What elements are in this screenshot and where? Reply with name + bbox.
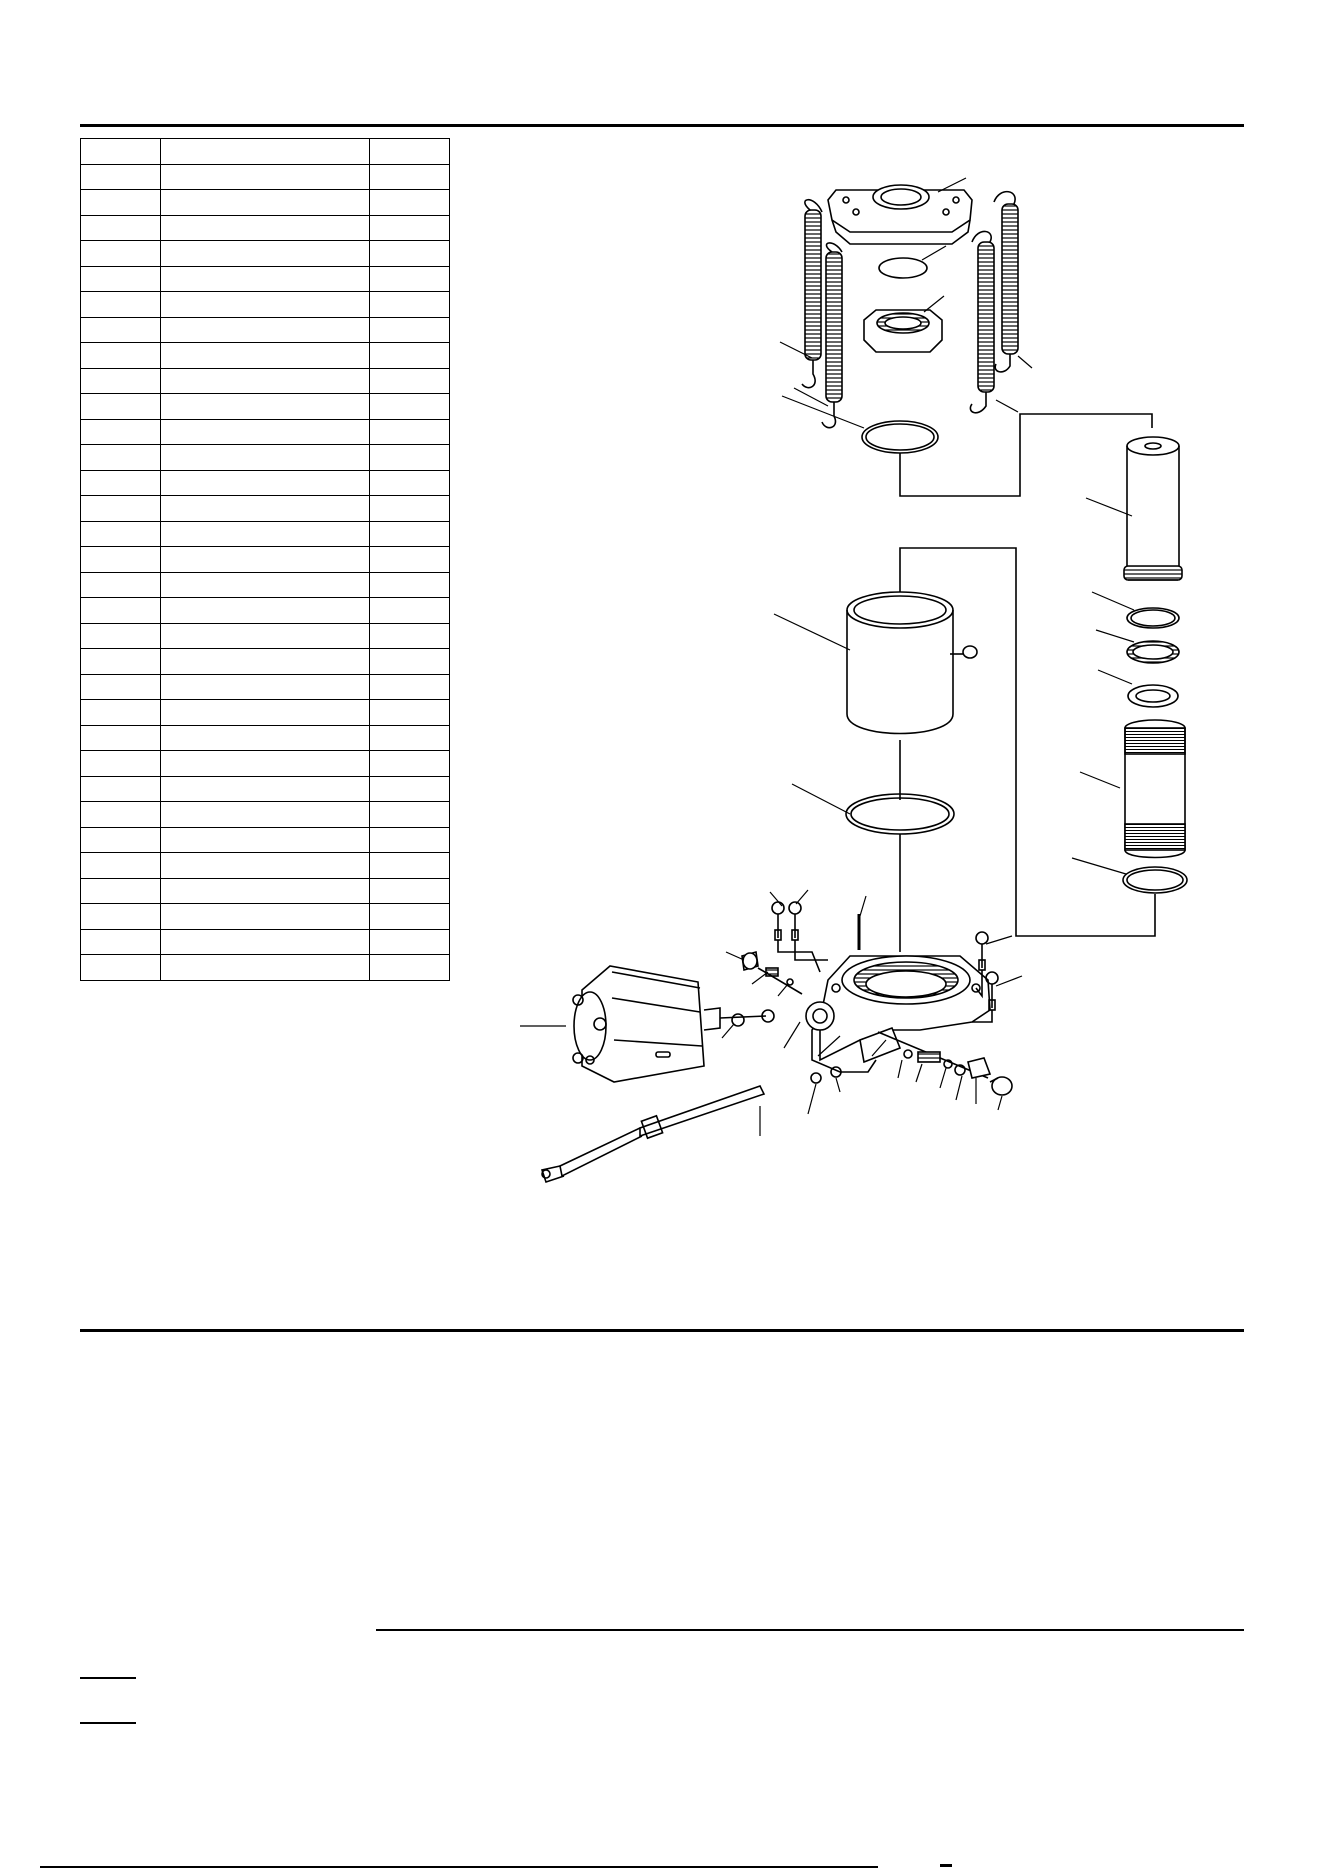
table-cell: [161, 266, 370, 292]
table-cell: [81, 139, 161, 165]
table-cell: [370, 419, 450, 445]
table-cell: [370, 445, 450, 471]
table-row: [81, 878, 450, 904]
table-row: [81, 827, 450, 853]
spring-icon: [802, 200, 822, 388]
table-cell: [370, 394, 450, 420]
table-cell: [81, 955, 161, 981]
table-cell: [161, 317, 370, 343]
table-cell: [81, 802, 161, 828]
table-cell: [81, 164, 161, 190]
table-cell: [370, 649, 450, 675]
footer-mark: [940, 1864, 952, 1867]
handle-icon: [542, 1086, 764, 1182]
o-ring-icon: [1127, 608, 1179, 628]
table-row: [81, 853, 450, 879]
cap-icon: [990, 1077, 1012, 1095]
spring-icon: [994, 192, 1018, 372]
table-cell: [370, 827, 450, 853]
spring-icon: [822, 243, 842, 428]
table-cell: [81, 343, 161, 369]
table-cell: [370, 853, 450, 879]
table-cell: [81, 649, 161, 675]
table-cell: [161, 623, 370, 649]
table-cell: [81, 853, 161, 879]
bolt-icon: [789, 902, 801, 940]
table-row: [81, 368, 450, 394]
table-cell: [161, 164, 370, 190]
valve-plug-icon: [968, 1058, 990, 1078]
spring-icon: [970, 231, 994, 412]
table-cell: [161, 215, 370, 241]
table-row: [81, 751, 450, 777]
table-row: [81, 241, 450, 267]
footer-rule: [40, 1866, 878, 1868]
table-cell: [370, 292, 450, 318]
table-cell: [370, 623, 450, 649]
table-cell: [370, 572, 450, 598]
o-ring-icon: [1123, 867, 1187, 893]
table-cell: [81, 394, 161, 420]
table-cell: [81, 292, 161, 318]
parts-table: [80, 138, 450, 981]
ball-icon: [904, 1050, 912, 1058]
o-ring-icon: [862, 421, 938, 453]
table-cell: [161, 725, 370, 751]
table-row: [81, 139, 450, 165]
table-cell: [370, 139, 450, 165]
table-row: [81, 904, 450, 930]
table-cell: [370, 802, 450, 828]
table-row: [81, 419, 450, 445]
table-row: [81, 215, 450, 241]
table-cell: [161, 674, 370, 700]
table-cell: [161, 572, 370, 598]
table-cell: [161, 853, 370, 879]
table-cell: [81, 266, 161, 292]
bleeder-screw-icon: [950, 646, 977, 658]
table-row: [81, 929, 450, 955]
top-plate-icon: [828, 185, 972, 244]
table-cell: [81, 674, 161, 700]
table-cell: [161, 470, 370, 496]
table-cell: [161, 547, 370, 573]
table-cell: [81, 241, 161, 267]
table-cell: [370, 496, 450, 522]
table-row: [81, 445, 450, 471]
table-cell: [161, 292, 370, 318]
table-cell: [81, 598, 161, 624]
note-underline-1: [80, 1677, 136, 1679]
table-row: [81, 700, 450, 726]
table-cell: [161, 496, 370, 522]
table-row: [81, 521, 450, 547]
exploded-parts-diagram: [520, 160, 1220, 1240]
table-cell: [161, 700, 370, 726]
table-cell: [370, 725, 450, 751]
table-cell: [161, 955, 370, 981]
table-cell: [161, 827, 370, 853]
table-cell: [161, 190, 370, 216]
notes-rule: [376, 1629, 1244, 1631]
table-row: [81, 164, 450, 190]
table-cell: [81, 827, 161, 853]
table-cell: [161, 751, 370, 777]
table-cell: [81, 751, 161, 777]
table-cell: [81, 470, 161, 496]
table-cell: [370, 241, 450, 267]
table-cell: [81, 700, 161, 726]
table-cell: [161, 649, 370, 675]
table-row: [81, 649, 450, 675]
ram-icon: [1124, 437, 1182, 580]
spring-icon: [918, 1052, 940, 1062]
table-cell: [81, 445, 161, 471]
table-cell: [370, 751, 450, 777]
table-cell: [81, 419, 161, 445]
table-cell: [370, 215, 450, 241]
table-cell: [81, 521, 161, 547]
o-ring-icon: [879, 258, 927, 278]
table-cell: [161, 598, 370, 624]
table-row: [81, 623, 450, 649]
table-cell: [81, 547, 161, 573]
table-row: [81, 317, 450, 343]
table-cell: [81, 190, 161, 216]
table-row: [81, 470, 450, 496]
table-row: [81, 292, 450, 318]
cylinder-icon: [847, 592, 953, 734]
table-cell: [370, 343, 450, 369]
table-cell: [370, 598, 450, 624]
table-cell: [81, 929, 161, 955]
table-cell: [81, 368, 161, 394]
table-cell: [370, 547, 450, 573]
table-cell: [161, 878, 370, 904]
table-cell: [81, 623, 161, 649]
table-row: [81, 955, 450, 981]
table-cell: [81, 317, 161, 343]
table-row: [81, 674, 450, 700]
cylinder-icon: [1125, 720, 1185, 858]
table-row: [81, 776, 450, 802]
table-cell: [161, 368, 370, 394]
table-cell: [81, 496, 161, 522]
base-icon: [806, 956, 990, 1072]
table-row: [81, 802, 450, 828]
table-cell: [81, 878, 161, 904]
table-cell: [161, 929, 370, 955]
table-cell: [370, 776, 450, 802]
table-cell: [370, 190, 450, 216]
gland-nut-icon: [864, 310, 942, 352]
table-cell: [161, 343, 370, 369]
table-row: [81, 266, 450, 292]
bolt-icon: [976, 932, 988, 970]
bolt-icon: [772, 902, 784, 940]
table-cell: [161, 241, 370, 267]
table-cell: [161, 419, 370, 445]
table-cell: [370, 317, 450, 343]
table-cell: [81, 904, 161, 930]
table-cell: [161, 445, 370, 471]
table-row: [81, 725, 450, 751]
table-cell: [161, 802, 370, 828]
table-cell: [370, 955, 450, 981]
table-cell: [81, 215, 161, 241]
valve-plug-icon: [742, 952, 758, 970]
header-rule: [80, 124, 1244, 127]
pump-icon: [573, 966, 774, 1082]
table-cell: [370, 674, 450, 700]
table-cell: [161, 904, 370, 930]
table-cell: [81, 776, 161, 802]
table-cell: [161, 521, 370, 547]
table-row: [81, 343, 450, 369]
table-row: [81, 394, 450, 420]
note-underline-2: [80, 1722, 136, 1724]
table-cell: [370, 700, 450, 726]
table-cell: [370, 521, 450, 547]
table-cell: [370, 878, 450, 904]
section-rule: [80, 1329, 1244, 1332]
table-cell: [370, 470, 450, 496]
table-cell: [161, 139, 370, 165]
washer-icon: [811, 1073, 821, 1083]
table-cell: [370, 929, 450, 955]
table-cell: [81, 572, 161, 598]
table-row: [81, 598, 450, 624]
table-row: [81, 190, 450, 216]
table-cell: [370, 164, 450, 190]
table-row: [81, 547, 450, 573]
table-row: [81, 572, 450, 598]
table-cell: [161, 394, 370, 420]
table-cell: [370, 266, 450, 292]
table-row: [81, 496, 450, 522]
table-cell: [161, 776, 370, 802]
table-cell: [81, 725, 161, 751]
table-cell: [370, 368, 450, 394]
table-cell: [370, 904, 450, 930]
